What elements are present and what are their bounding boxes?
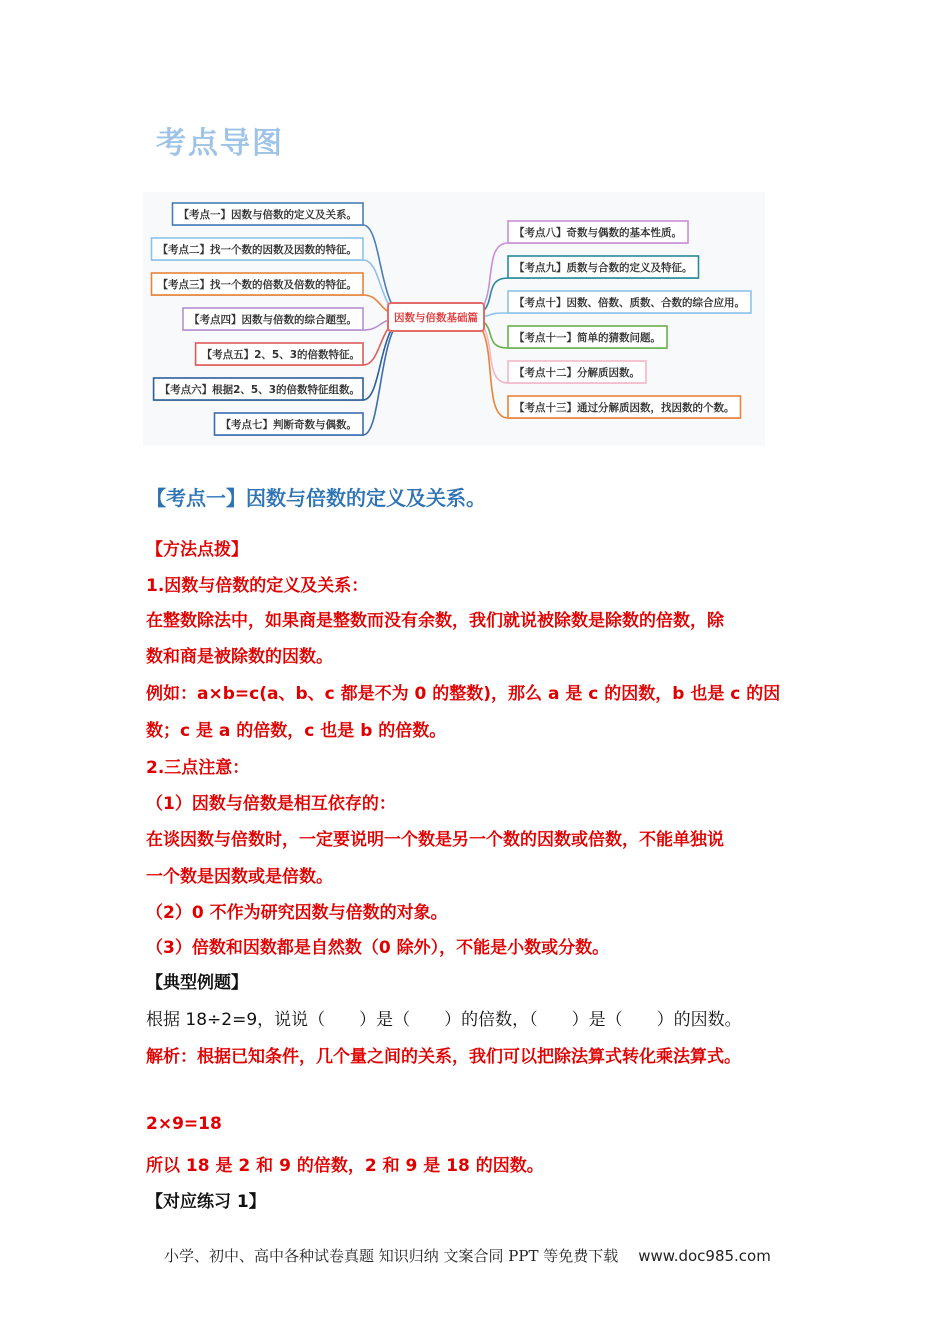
footer-url: www.doc985.com [638,1247,771,1265]
note-3: （3）倍数和因数都是自然数（0 除外），不能是小数或分数。 [146,938,610,958]
mindmap-node-right-1-label: 【考点八】奇数与偶数的基本性质。 [514,227,682,239]
mindmap-node-right-6 [508,396,741,418]
mindmap-node-left-7 [215,413,364,435]
definition-line-1: 在整数除法中，如果商是整数而没有余数，我们就说被除数是除数的倍数，除 [146,611,724,631]
mind-map [143,192,765,446]
example-title: 【典型例题】 [146,973,248,993]
mindmap-node-right-3-label: 【考点十】因数、倍数、质数、合数的综合应用。 [514,297,745,309]
mindmap-center [388,303,484,331]
practice-title: 【对应练习 1】 [146,1192,266,1212]
page-title: 考点导图 [156,126,284,161]
mindmap-node-right-5 [508,361,646,383]
footer-text: 小学、初中、高中各种试卷真题 知识归纳 文案合同 PPT 等免费下载 [164,1247,619,1265]
analysis: 解析：根据已知条件，几个量之间的关系，我们可以把除法算式转化乘法算式。 [146,1047,741,1067]
mindmap-node-right-5-label: 【考点十二】分解质因数。 [514,367,640,379]
notes-title: 2.三点注意： [146,758,250,778]
mindmap-node-right-2 [508,256,699,278]
note-2: （2）0 不作为研究因数与倍数的对象。 [146,903,448,923]
mindmap-node-right-2-label: 【考点九】质数与合数的定义及特征。 [514,262,693,274]
mindmap-node-left-4 [183,308,363,330]
mindmap-node-right-3 [508,291,751,313]
conclusion: 所以 18 是 2 和 9 的倍数，2 和 9 是 18 的因数。 [146,1156,544,1176]
example-question: 根据 18÷2=9，说说（ ）是（ ）的倍数，（ ）是（ ）的因数。 [146,1010,742,1030]
mindmap-node-right-4-label: 【考点十一】简单的猜数问题。 [514,332,661,344]
mindmap-node-right-4 [508,326,667,348]
equation: 2×9=18 [146,1114,222,1134]
footer [164,1245,771,1266]
method-title: 【方法点拨】 [146,540,248,560]
note-1-line-2: 一个数是因数或是倍数。 [146,867,333,887]
section-heading: 【考点一】因数与倍数的定义及关系。 [146,486,486,510]
mindmap-node-left-1 [173,203,364,225]
mindmap-node-left-2 [152,238,364,260]
mindmap-node-left-5-label: 【考点五】2、5、3的倍数特征。 [201,349,361,361]
note-1: （1）因数与倍数是相互依存的： [146,794,396,814]
mindmap-node-left-3 [152,273,364,295]
mindmap-node-left-6-label: 【考点六】根据2、5、3的倍数特征组数。 [159,384,361,396]
mindmap-node-left-3-label: 【考点三】找一个数的倍数及倍数的特征。 [157,279,357,291]
mindmap-node-left-7-label: 【考点七】判断奇数与偶数。 [220,419,357,431]
mindmap-node-right-6-label: 【考点十三】通过分解质因数，找因数的个数。 [514,402,735,414]
definition-line-2: 数和商是被除数的因数。 [146,647,333,667]
mindmap-node-left-2-label: 【考点二】找一个数的因数及因数的特征。 [157,244,357,256]
mindmap-node-right-1 [508,221,688,243]
example-line-1: 例如：a×b=c(a、b、c 都是不为 0 的整数)，那么 a 是 c 的因数，b 也是 c 的因 [146,684,781,704]
mindmap-node-left-4-label: 【考点四】因数与倍数的综合题型。 [189,314,357,326]
note-1-line-1: 在谈因数与倍数时，一定要说明一个数是另一个数的因数或倍数，不能单独说 [146,830,724,850]
mindmap-center-label: 因数与倍数基础篇 [394,312,478,324]
example-line-2: 数；c 是 a 的倍数，c 也是 b 的倍数。 [146,721,447,741]
mindmap-node-left-1-label: 【考点一】因数与倍数的定义及关系。 [178,209,357,221]
mindmap-node-left-5 [196,343,363,365]
mindmap-node-left-6 [154,378,363,400]
definition-title: 1.因数与倍数的定义及关系： [146,576,369,596]
